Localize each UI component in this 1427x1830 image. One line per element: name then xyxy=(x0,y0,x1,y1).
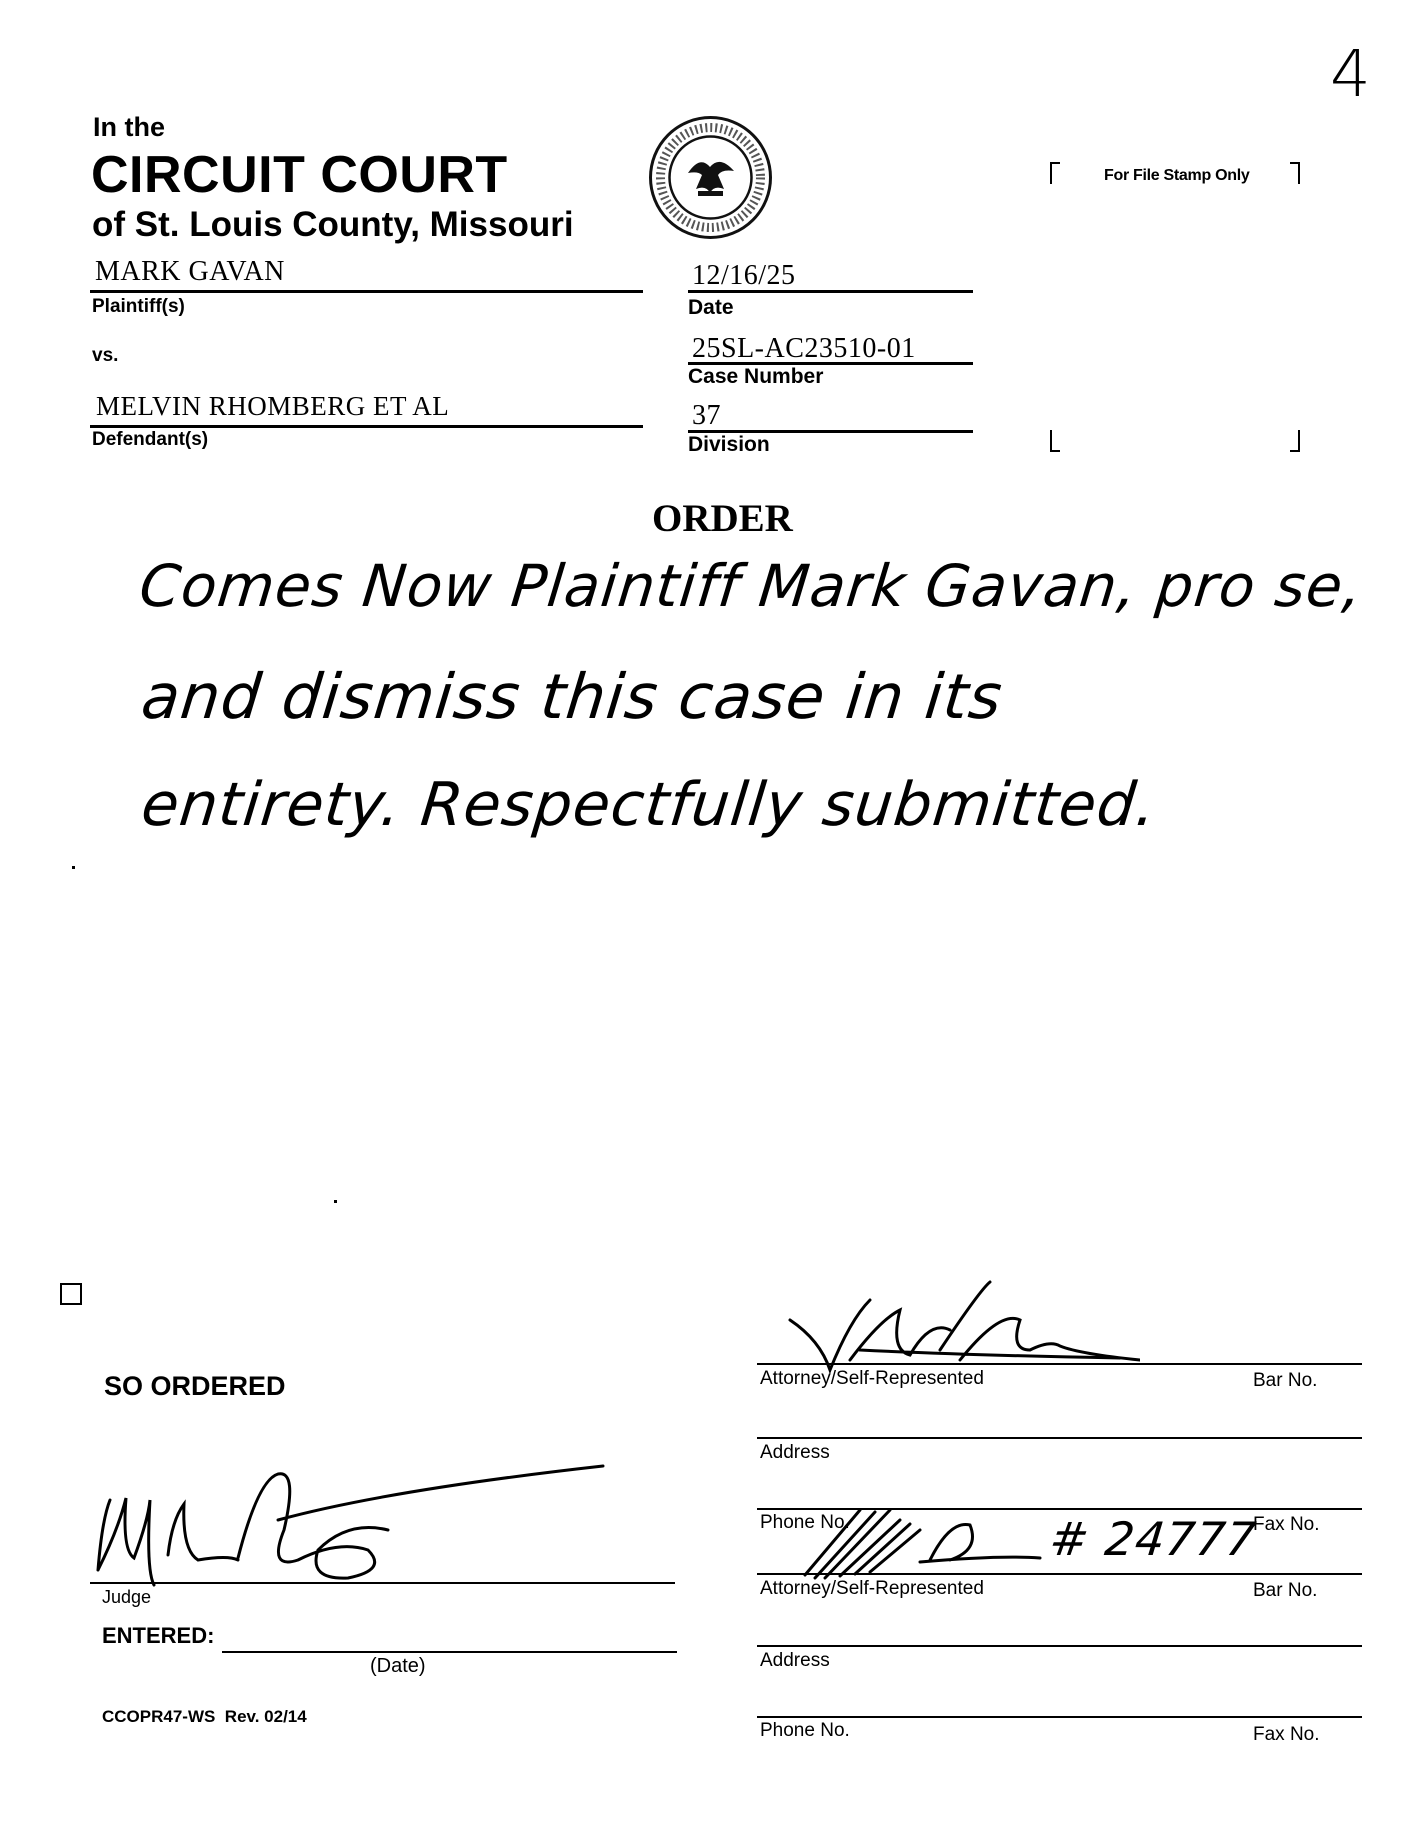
case-number-value: 25SL-AC23510-01 xyxy=(692,333,916,364)
attorney2-rule xyxy=(757,1573,1362,1575)
attorney2-phone-rule xyxy=(757,1716,1362,1718)
attorney1-address-label: Address xyxy=(760,1442,830,1463)
so-ordered-label: SO ORDERED xyxy=(104,1371,286,1401)
date-value: 12/16/25 xyxy=(692,260,796,291)
plaintiff-rule xyxy=(90,290,643,293)
attorney1-phone-label: Phone No. xyxy=(760,1512,850,1533)
handwritten-line-1: Comes Now Plaintiff Mark Gavan, pro se, xyxy=(136,552,1367,620)
entered-date-rule xyxy=(222,1651,677,1653)
court-seal xyxy=(648,115,773,240)
checkbox[interactable] xyxy=(60,1283,82,1305)
attorney2-bar-label: Bar No. xyxy=(1253,1580,1318,1601)
judge-rule xyxy=(90,1582,675,1584)
plaintiff-label: Plaintiff(s) xyxy=(92,296,185,317)
order-title: ORDER xyxy=(652,497,793,540)
stamp-bracket-bl xyxy=(1050,430,1060,452)
court-header-county: of St. Louis County, Missouri xyxy=(92,205,574,244)
attorney2-handwritten-bar: # 24777 xyxy=(1047,1512,1260,1566)
attorney1-rule xyxy=(757,1363,1362,1365)
defendant-rule xyxy=(90,425,643,428)
judge-signature xyxy=(88,1460,608,1610)
date-label: Date xyxy=(688,296,734,319)
attorney1-label: Attorney/Self-Represented xyxy=(760,1368,984,1389)
attorney2-address-label: Address xyxy=(760,1650,830,1671)
attorney2-label: Attorney/Self-Represented xyxy=(760,1578,984,1599)
entered-label: ENTERED: xyxy=(102,1623,215,1648)
defendant-label: Defendant(s) xyxy=(92,429,209,450)
vs-label: vs. xyxy=(92,345,119,366)
attorney1-bar-label: Bar No. xyxy=(1253,1370,1318,1391)
court-header-title: CIRCUIT COURT xyxy=(91,146,508,204)
defendant-value: MELVIN RHOMBERG ET AL xyxy=(96,391,450,421)
handwritten-line-2: and dismiss this case in its xyxy=(138,660,1007,733)
division-label: Division xyxy=(688,433,770,456)
handwritten-line-3: entirety. Respectfully submitted. xyxy=(138,770,1160,840)
stamp-bracket-tl xyxy=(1050,162,1060,184)
speck xyxy=(72,866,75,869)
judge-label: Judge xyxy=(102,1587,152,1607)
attorney1-fax-label: Fax No. xyxy=(1253,1514,1320,1535)
entered-date-label: (Date) xyxy=(370,1655,426,1677)
case-number-label: Case Number xyxy=(688,365,824,388)
division-value: 37 xyxy=(692,400,721,431)
plaintiff-value: MARK GAVAN xyxy=(95,256,285,287)
attorney-signature xyxy=(760,1280,1140,1380)
attorney1-address-rule xyxy=(757,1437,1362,1439)
form-id: CCOPR47-WS Rev. 02/14 xyxy=(102,1707,307,1726)
attorney2-phone-label: Phone No. xyxy=(760,1720,850,1741)
stamp-bracket-br xyxy=(1290,430,1300,452)
stamp-bracket-tr xyxy=(1290,162,1300,184)
attorney2-scribble xyxy=(800,1500,1050,1580)
attorney2-address-rule xyxy=(757,1645,1362,1647)
page-number: 4 xyxy=(1330,38,1371,112)
court-header-in-the: In the xyxy=(93,112,165,142)
date-rule xyxy=(688,290,973,293)
speck xyxy=(334,1200,337,1203)
attorney2-fax-label: Fax No. xyxy=(1253,1724,1320,1745)
file-stamp-label: For File Stamp Only xyxy=(1104,167,1250,184)
